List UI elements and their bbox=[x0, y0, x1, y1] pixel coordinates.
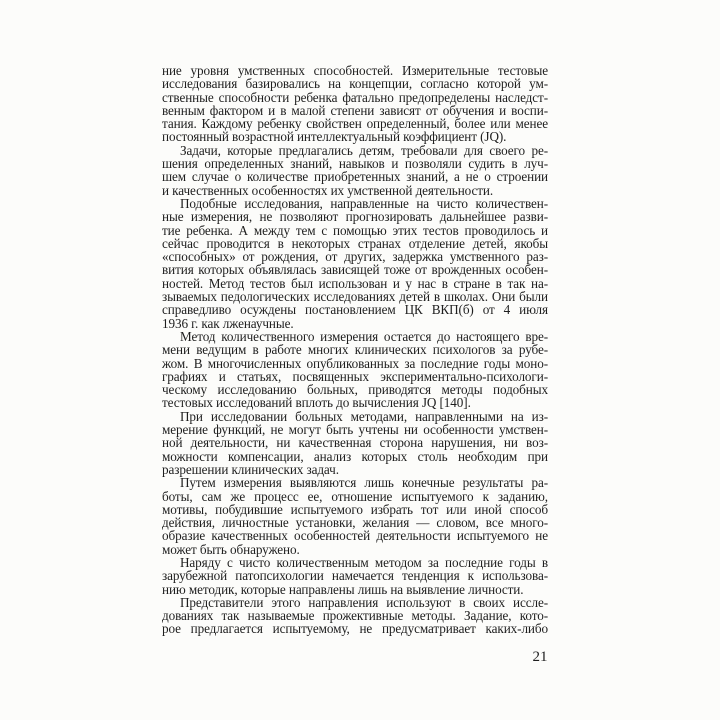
text-line: мотивы, побудившие испытуемого избрать тот или иной способ bbox=[162, 501, 548, 517]
text-line: «способных» от рождения, от других, задержка умственного раз- bbox=[162, 249, 548, 265]
text-line: рое предлагается испытуемому, не предусматривает каких-либо bbox=[162, 621, 548, 637]
text-line: можности компенсации, анализ которых столь необходим при bbox=[162, 448, 548, 464]
text-line: справедливо осуждены постановлением ЦК ВКП(б) от 4 июля bbox=[162, 302, 548, 318]
text-line: мерение функций, не могут быть учтены ни особенности умствен- bbox=[162, 422, 548, 438]
text-line: Подобные исследования, направленные на чисто количествен- bbox=[180, 195, 548, 211]
text-line: ностей. Метод тестов был использован и у нас в стране в так на- bbox=[162, 275, 548, 291]
text-line: зарубежной патопсихологии намечается тенденция к использова- bbox=[162, 568, 548, 584]
text-line: шем случае о количестве приобретенных знаний, а не о строении bbox=[162, 169, 548, 185]
text-line: Путем измерения выявляются лишь конечные результаты ра- bbox=[180, 475, 548, 491]
text-line: зываемых педологических исследованиях детей в школах. Они были bbox=[162, 289, 548, 305]
text-line: может быть обнаружено. bbox=[162, 541, 300, 557]
text-line: Представители этого направления используют в своих иссле- bbox=[180, 594, 548, 610]
text-line: графиях и статьях, посвященных экспериментально-психологи- bbox=[162, 368, 548, 384]
text-line: Наряду с чисто количественным методом за последние годы в bbox=[180, 554, 548, 570]
text-line: и качественных особенностях их умственной деятельности. bbox=[162, 182, 494, 198]
text-line: дованиях так называемые прожективные методы. Задание, кото- bbox=[162, 608, 548, 624]
text-line: действия, личностные установки, желания — словом, все много- bbox=[162, 515, 548, 531]
text-line: исследования базировались на концепции, согласно которой ум- bbox=[162, 76, 548, 92]
text-line: сейчас проводится в некоторых странах отделение детей, якобы bbox=[162, 235, 548, 251]
page-text bbox=[162, 64, 548, 636]
text-line: образие качественных особенностей деятельности испытуемого не bbox=[162, 528, 548, 544]
text-line: ние уровня умственных способностей. Измерительные тестовые bbox=[162, 63, 548, 78]
text-line: тие ребенка. А между тем с помощью этих тестов проводилось и bbox=[162, 222, 548, 238]
text-line: жом. В многочисленных опубликованных за последние годы моно- bbox=[162, 355, 548, 371]
text-line: шения определенных знаний, навыков и позволяли судить в луч- bbox=[162, 156, 548, 172]
text-line: ной деятельности, ни качественная сторона нарушения, ни воз- bbox=[162, 435, 548, 451]
text-line: тестовых исследований вплоть до вычисления JQ [140]. bbox=[162, 395, 471, 411]
text-line: Метод количественного измерения остается до настоящего вре- bbox=[180, 328, 548, 344]
page-number: 21 bbox=[532, 649, 548, 665]
text-line: 1936 г. как лженаучные. bbox=[162, 315, 294, 331]
text-line: разрешении клинических задач. bbox=[162, 461, 339, 477]
text-line: тания. Каждому ребенку свойствен определенный, более или менее bbox=[162, 116, 548, 132]
text-line: вития которых объявлялась зависящей тоже от врожденных особен- bbox=[162, 262, 548, 278]
text-line: мени ведущим в работе многих клинических психологов за рубе- bbox=[162, 342, 548, 358]
text-line: постоянный возрастной интеллектуальный коэффициент (JQ). bbox=[162, 129, 507, 145]
text-line: ные измерения, не позволяют прогнозировать дальнейшее разви- bbox=[162, 209, 548, 225]
text-line: Задачи, которые предлагались детям, требовали для своего ре- bbox=[180, 142, 548, 158]
text-line: венным фактором и в малой степени зависят от обучения и воспи- bbox=[162, 102, 548, 118]
text-line: боты, сам же процесс ее, отношение испытуемого к заданию, bbox=[162, 488, 548, 504]
text-line: нию методик, которые направлены лишь на выявление личности. bbox=[162, 581, 524, 597]
text-line: ческому исследованию больных, приводятся методы подобных bbox=[162, 382, 548, 398]
text-line: ственные способности ребенка фатально предопределены наследст- bbox=[162, 89, 548, 105]
text-line: При исследовании больных методами, направленными на из- bbox=[180, 408, 548, 424]
